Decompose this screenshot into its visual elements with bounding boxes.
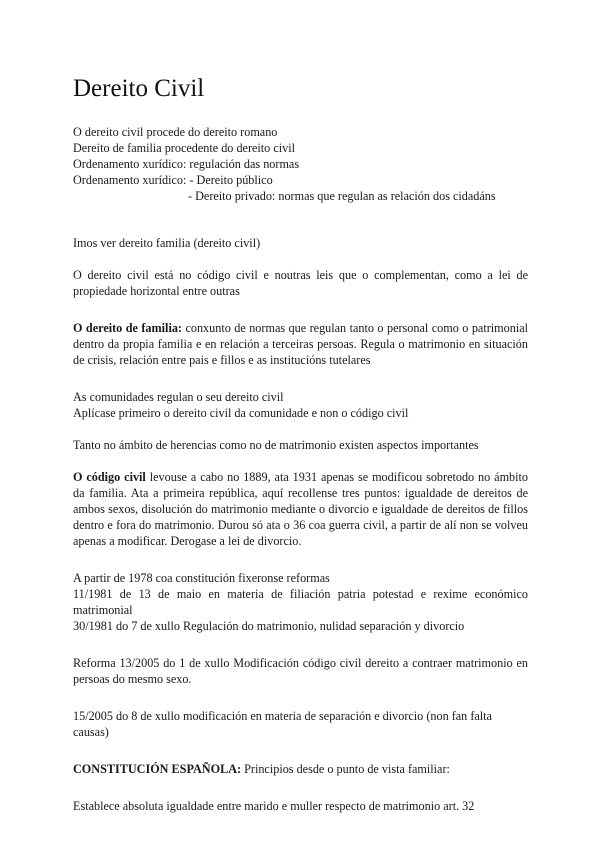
paragraph-herencias: Tanto no ámbito de herencias como no de matrimonio existen aspectos importantes bbox=[73, 438, 479, 452]
document-title: Dereito Civil bbox=[73, 75, 205, 102]
paragraph-familia-heading: O dereito de familia: bbox=[73, 321, 182, 335]
intro-line: Ordenamento xurídico: - Dereito público bbox=[73, 173, 273, 187]
paragraph-codigo-civil bbox=[73, 469, 528, 549]
paragraph-constitucion-text: Principios desde o punto de vista familiar: bbox=[241, 762, 450, 776]
paragraph-comunidades-2: Aplícase primeiro o dereito civil da comunidade e non o código civil bbox=[73, 406, 409, 420]
paragraph-11-1981: 11/1981 de 13 de maio en materia de filiación patria potestad e rexime económico matrimonial bbox=[73, 587, 528, 617]
paragraph-imos: Imos ver dereito familia (dereito civil) bbox=[73, 236, 261, 250]
document-page bbox=[73, 74, 528, 814]
paragraph-comunidades-1: As comunidades regulan o seu dereito civil bbox=[73, 390, 284, 404]
paragraph-familia-text: conxunto de normas que regulan tanto o personal como o patrimonial dentro da propia familia e en relación a terceiras persoas. Regula o matrimonio en situación de crisis, relación entre pais e fillos e as institucións tutelares bbox=[73, 321, 529, 367]
paragraph-codigo-civil-text: levouse a cabo no 1889, ata 1931 apenas se modificou sobretodo no ámbito da familia. Ata a primeira república, aquí recollense tres puntos: igualdade de dereitos de ambos sexos, disolución do matrimonio mediante o divorcio e igualdade de dereitos de fillos dentro e fora do matrimonio. Durou só ata o 36 coa guerra civil, a partir de alí non se volveu apenas a modificar. Derogase a lei de divorcio. bbox=[73, 470, 529, 548]
paragraph-codigo-civil-heading: O código civil bbox=[73, 470, 146, 484]
paragraph-15-2005: 15/2005 do 8 de xullo modificación en materia de separación e divorcio (non fan falta causas) bbox=[73, 709, 492, 739]
intro-line: Ordenamento xurídico: regulación das normas bbox=[73, 157, 300, 171]
paragraph-constitucion-heading: CONSTITUCIÓN ESPAÑOLA: bbox=[73, 762, 242, 776]
paragraph-establece: Establece absoluta igualdade entre marido e muller respecto de matrimonio art. 32 bbox=[73, 799, 475, 813]
paragraph-familia bbox=[73, 320, 528, 368]
paragraph-30-1981: 30/1981 do 7 de xullo Regulación do matrimonio, nulidad separación y divorcio bbox=[73, 619, 465, 633]
intro-line: O dereito civil procede do dereito romano bbox=[73, 125, 278, 139]
paragraph-codigo: O dereito civil está no código civil e noutras leis que o complementan, como a lei de propiedade horizontal entre outras bbox=[73, 268, 528, 298]
intro-indented-line: - Dereito privado: normas que regulan as relación dos cidadáns bbox=[188, 189, 496, 203]
intro-line: Dereito de familia procedente do dereito civil bbox=[73, 141, 295, 155]
paragraph-constitucion bbox=[73, 761, 528, 777]
paragraph-reforma: Reforma 13/2005 do 1 de xullo Modificación código civil dereito a contraer matrimonio en persoas do mesmo sexo. bbox=[73, 656, 528, 686]
paragraph-1978: A partir de 1978 coa constitución fixeronse reformas bbox=[73, 571, 330, 585]
